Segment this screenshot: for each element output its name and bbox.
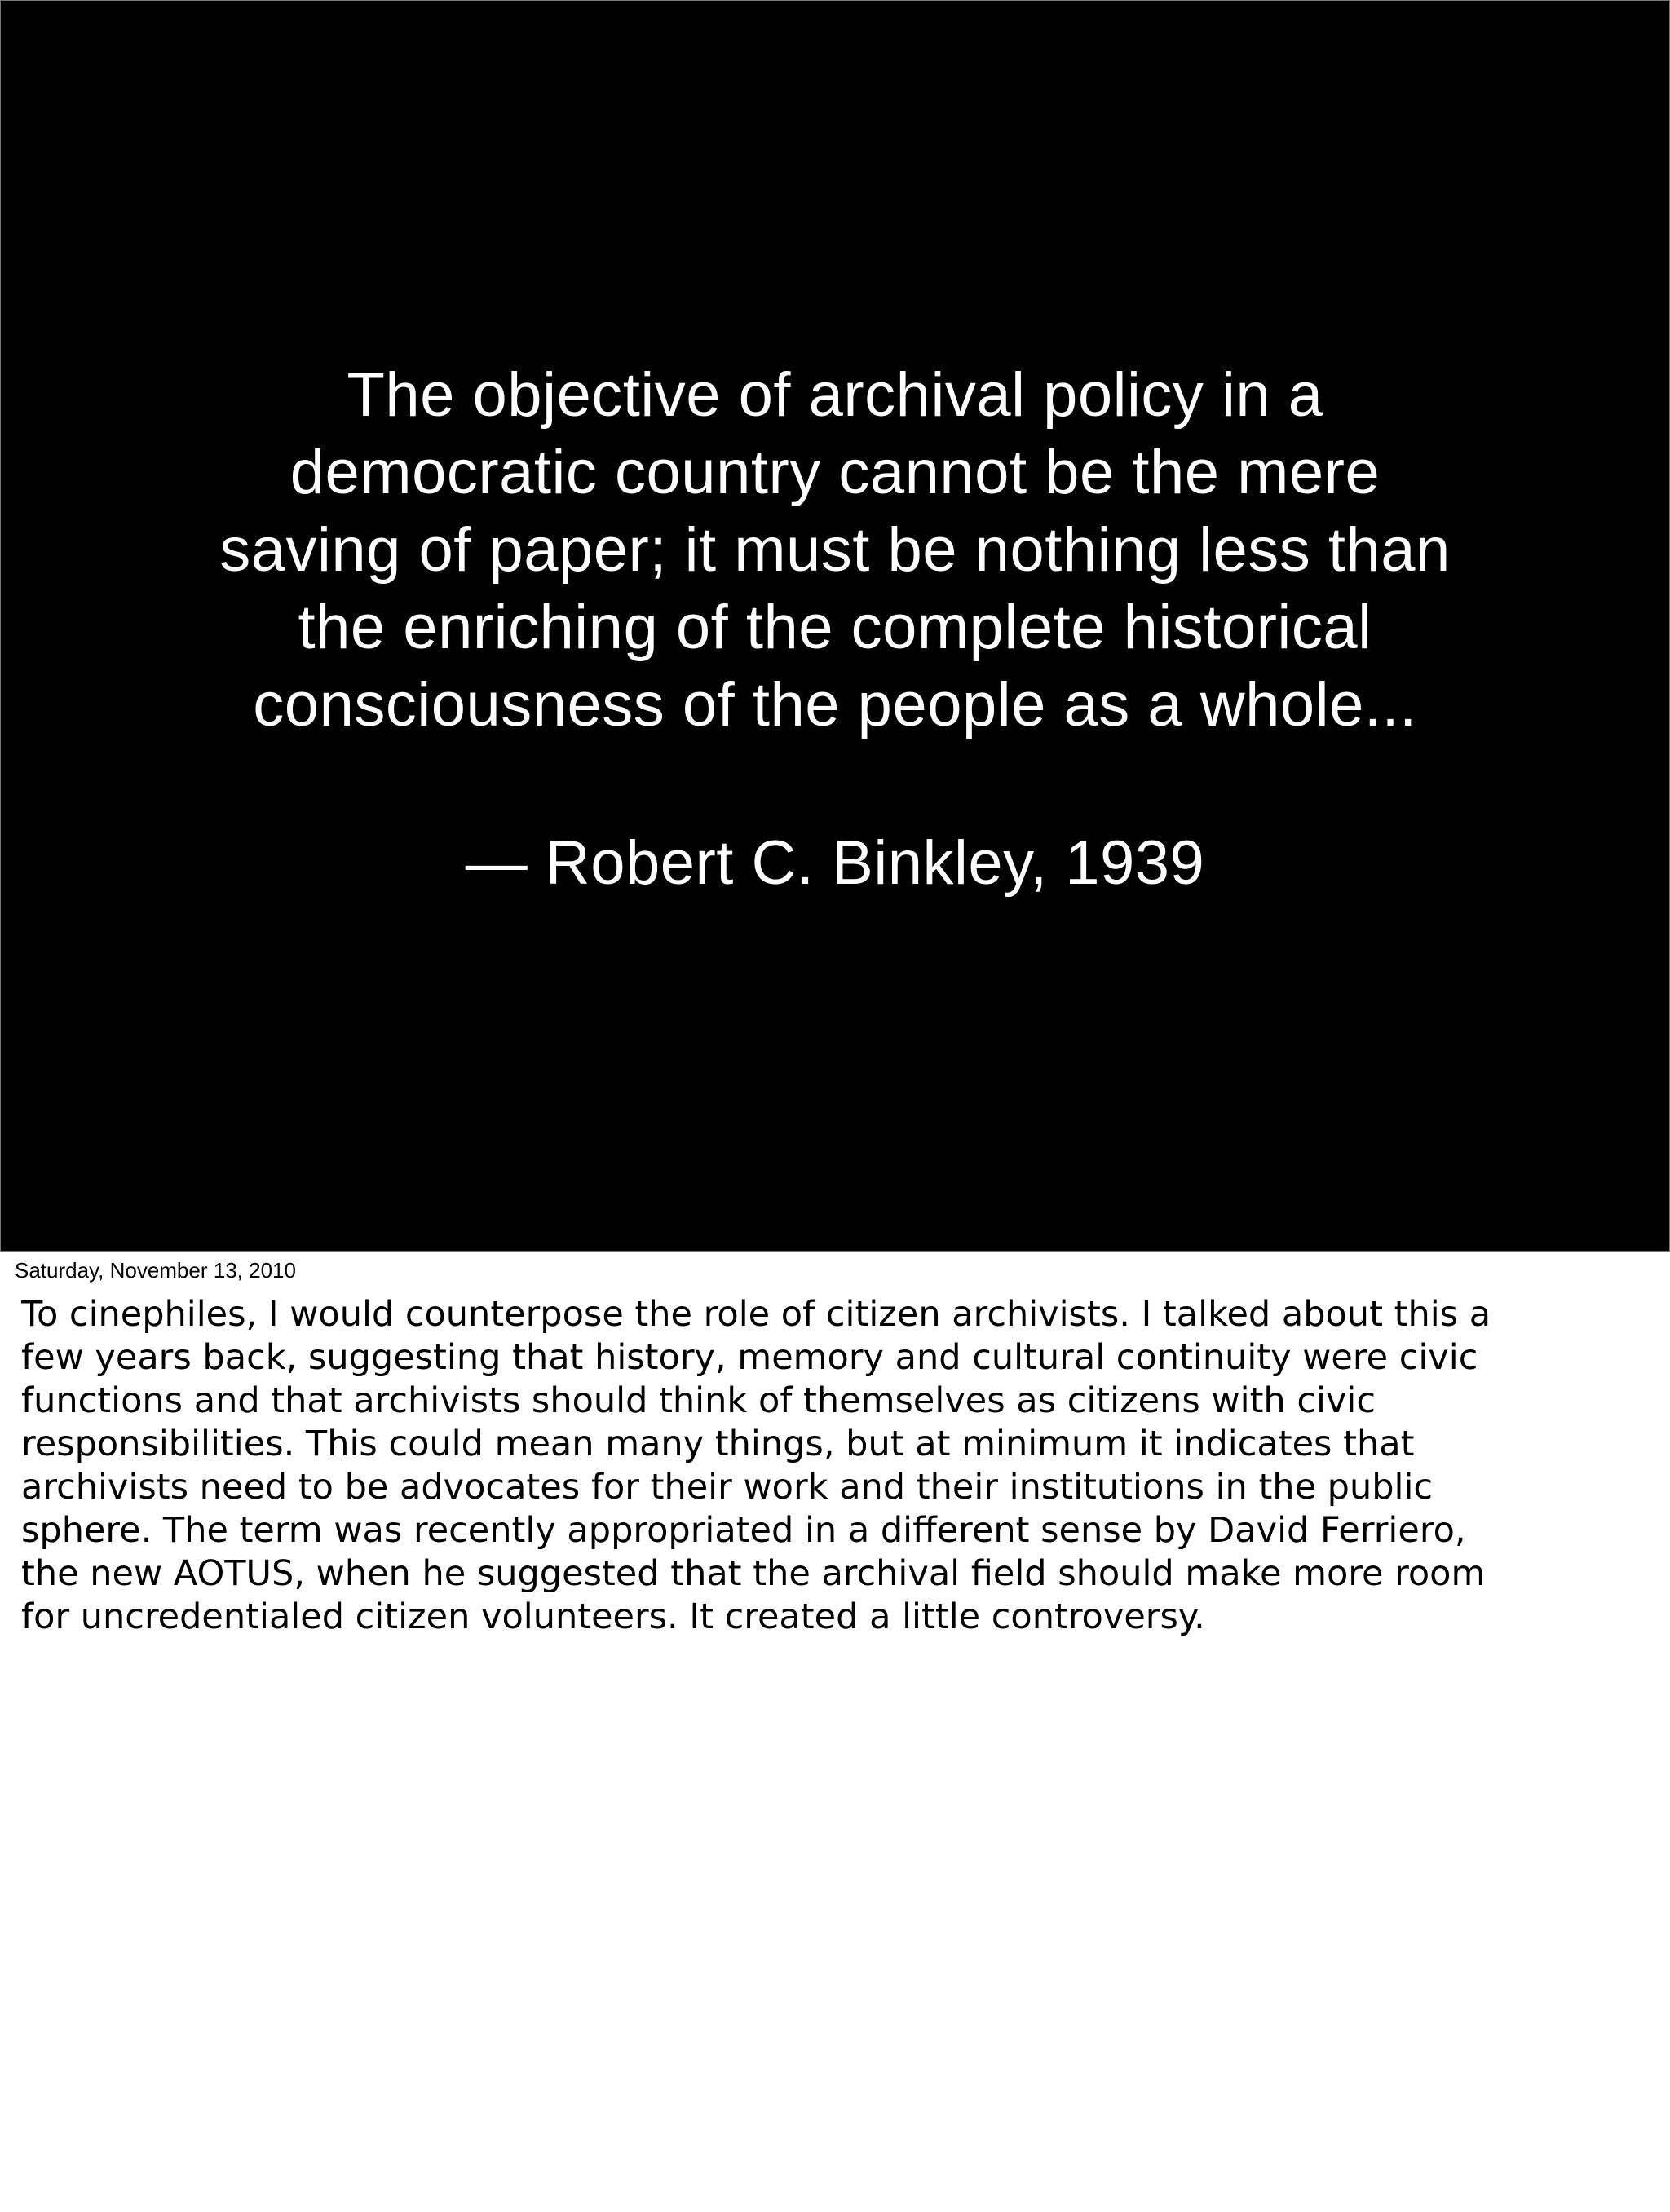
quote-line: The objective of archival policy in a <box>347 360 1323 430</box>
quote-line: the enriching of the complete historical <box>298 593 1372 662</box>
notes-line: few years back, suggesting that history, memory and cultural continuity were civic <box>21 1337 1478 1378</box>
quote <box>1 356 1669 744</box>
quote-line: consciousness of the people as a whole... <box>253 670 1417 740</box>
slide-date: Saturday, November 13, 2010 <box>15 1258 296 1283</box>
quote-attribution: — Robert C. Binkley, 1939 <box>465 828 1205 898</box>
notes-line: the new AOTUS, when he suggested that the archival field should make more room <box>21 1553 1486 1594</box>
notes-line: for uncredentialed citizen volunteers. It created a little controversy. <box>21 1596 1205 1637</box>
notes-line: responsibilities. This could mean many things, but at minimum it indicates that <box>21 1424 1415 1464</box>
notes-line: To cinephiles, I would counterpose the role of citizen archivists. I talked about this a <box>21 1294 1491 1335</box>
speaker-notes <box>21 1293 1660 1639</box>
notes-line: sphere. The term was recently appropriated in a different sense by David Ferriero, <box>21 1510 1466 1551</box>
notes-line: archivists need to be advocates for their work and their institutions in the public <box>21 1467 1434 1508</box>
quote-line: saving of paper; it must be nothing less than <box>219 515 1451 585</box>
notes-line: functions and that archivists should think of themselves as citizens with civic <box>21 1380 1376 1421</box>
quote-line: democratic country cannot be the mere <box>289 438 1381 507</box>
